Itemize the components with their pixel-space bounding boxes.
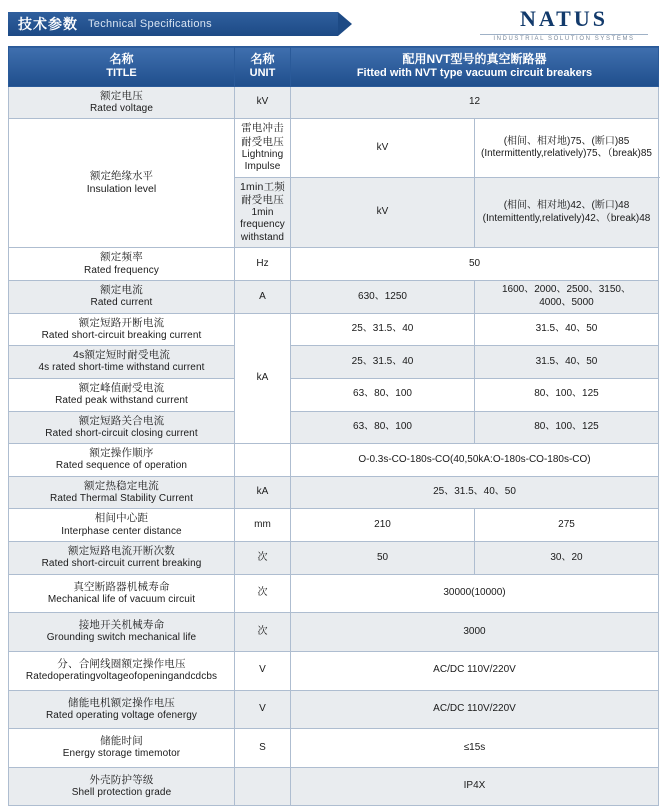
row-label: 储能电机额定操作电压 Rated operating voltage ofenergy [9,690,235,729]
row-value: (相间、相对地)42、(断口)48 (Intemittently,relatively)42、（break)48 [475,177,659,248]
table-row [9,119,659,177]
row-unit: Hz [235,248,291,281]
table-row [9,378,659,411]
row-label: 额定热稳定电流 Rated Thermal Stability Current [9,476,235,509]
table-row [9,281,659,314]
table-header-row [9,47,659,87]
row-unit: kA [235,476,291,509]
row-value: IP4X [291,767,659,806]
row-label: 额定短路开断电流 Rated short-circuit breaking current [9,313,235,346]
row-unit: A [235,281,291,314]
row-value-1: 25、31.5、40 [291,313,475,346]
row-label: 4s额定短时耐受电流 4s rated short-time withstand current [9,346,235,379]
row-value: AC/DC 110V/220V [291,651,659,690]
row-label: 额定峰值耐受电流 Rated peak withstand current [9,378,235,411]
row-label: 外壳防护等级 Shell protection grade [9,767,235,806]
row-value: 25、31.5、40、50 [291,476,659,509]
row-label: 真空断路器机械寿命 Mechanical life of vacuum circuit [9,574,235,613]
row-unit: V [235,690,291,729]
col-value-en: Fitted with NVT type vacuum circuit breakers [356,67,593,79]
row-unit: kV [291,177,475,248]
column-header-title [9,47,235,87]
row-value-1: 25、31.5、40 [291,346,475,379]
row-value: O-0.3s-CO-180s-CO(40,50kA:O-180s-CO-180s-CO) [291,444,659,477]
row-value-1: 50 [291,542,475,575]
row-value-2: 1600、2000、2500、3150、 4000、5000 [475,281,659,314]
row-label: 额定电压 Rated voltage [9,86,235,119]
row-label: 额定操作顺序 Rated sequence of operation [9,444,235,477]
row-value-2: 31.5、40、50 [475,346,659,379]
row-value-2: 80、100、125 [475,411,659,444]
row-unit: V [235,651,291,690]
brand-name: NATUS [520,6,608,31]
column-header-value [291,47,659,87]
row-value: AC/DC 110V/220V [291,690,659,729]
row-value-2: 80、100、125 [475,378,659,411]
page-title-en: Technical Specifications [88,18,212,30]
row-unit [235,767,291,806]
table-row [9,346,659,379]
brand-tagline: INDUSTRIAL SOLUTION SYSTEMS [493,36,635,42]
brand-divider [480,34,648,35]
row-label: 额定电流 Rated current [9,281,235,314]
row-label: 分、合闸线圈额定操作电压 Ratedoperatingvoltageofopeningandcdcbs [9,651,235,690]
row-value-1: 63、80、100 [291,378,475,411]
page-header [8,6,658,42]
specs-table-wrap [8,46,658,806]
row-label: 额定频率 Rated frequency [9,248,235,281]
row-value-2: 30、20 [475,542,659,575]
row-value-2: 275 [475,509,659,542]
row-label: 额定短路关合电流 Rated short-circuit closing current [9,411,235,444]
row-label: 接地开关机械寿命 Grounding switch mechanical life [9,613,235,652]
table-row [9,690,659,729]
col-unit-en: UNIT [249,67,276,79]
header-title-band [8,12,338,36]
page-title-cn: 技术参数 [18,16,78,32]
col-value-cn: 配用NVT型号的真空断路器 [402,52,547,66]
row-label: 1min工频耐受电压 1min frequency withstand [235,177,291,248]
table-row [9,444,659,477]
table-row [9,248,659,281]
table-row [9,411,659,444]
row-value-1: 63、80、100 [291,411,475,444]
row-value: 50 [291,248,659,281]
table-row [9,86,659,119]
row-unit: 次 [235,574,291,613]
row-unit: 次 [235,613,291,652]
row-unit: S [235,729,291,768]
specs-table [8,46,659,806]
insulation-level-label: 额定绝缘水平 Insulation level [9,119,235,248]
table-row [9,651,659,690]
row-unit: mm [235,509,291,542]
row-value: ≤15s [291,729,659,768]
col-unit-cn: 名称 [250,52,275,66]
row-unit: kA [235,313,291,444]
row-value-2: 31.5、40、50 [475,313,659,346]
table-row [9,476,659,509]
table-row [9,313,659,346]
row-value: 3000 [291,613,659,652]
col-title-en: TITLE [106,67,137,79]
row-value: (相间、相对地)75、(断口)85 (Intermittently,relatively)75、（break)85 [475,119,659,177]
column-header-unit [235,47,291,87]
row-unit: kV [291,119,475,177]
table-row [9,767,659,806]
row-value-1: 210 [291,509,475,542]
col-title-cn: 名称 [109,52,134,66]
table-row [9,574,659,613]
table-row [9,542,659,575]
brand-logo [474,6,654,42]
table-row [9,613,659,652]
row-unit: 次 [235,542,291,575]
row-label: 储能时间 Energy storage timemotor [9,729,235,768]
row-unit: kV [235,86,291,119]
spec-sheet-page [0,6,666,806]
table-row [9,509,659,542]
row-label: 额定短路电流开断次数 Rated short-circuit current breaking [9,542,235,575]
row-label: 雷电冲击耐受电压 Lightning Impulse [235,119,291,177]
row-value: 30000(10000) [291,574,659,613]
row-unit [235,444,291,477]
row-label: 相间中心距 Interphase center distance [9,509,235,542]
row-value: 12 [291,86,659,119]
row-value-1: 630、1250 [291,281,475,314]
table-row [9,729,659,768]
